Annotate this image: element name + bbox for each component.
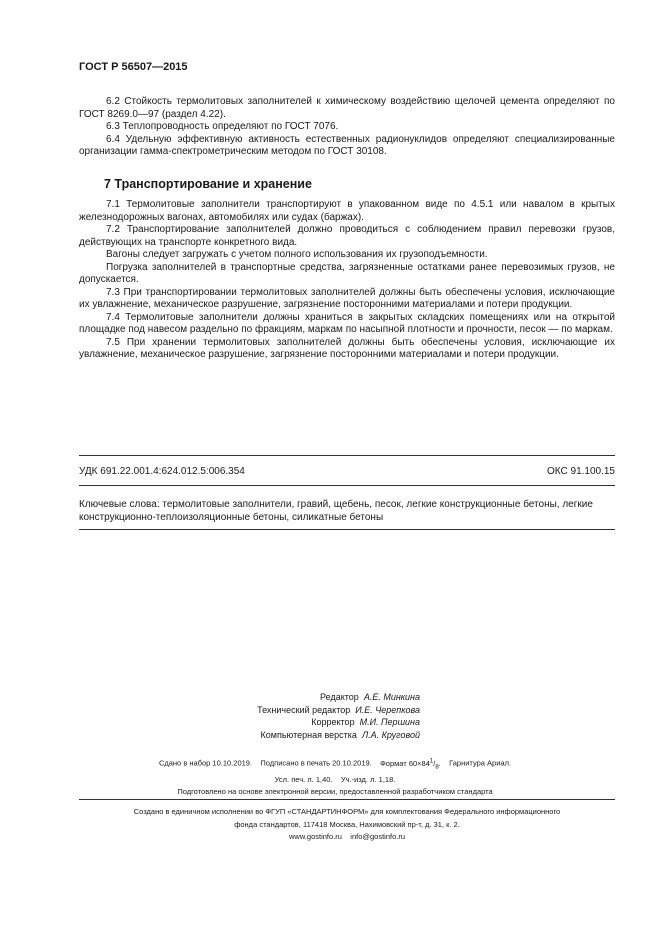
editor-row (200, 729, 470, 742)
editor-row (200, 704, 470, 717)
editor-row (200, 716, 470, 729)
editor-role: Компьютерная верстка (260, 729, 357, 740)
paragraph: 7.5 При хранении термолитовых заполнителей должны быть обеспечены условия, исключающие их увлажнение, механическое разрушение, загрязнение посторонними материалами и потери продукции. (79, 336, 615, 360)
paragraph: 6.4 Удельную эффективную активность естественных радионуклидов определяют специализированные организации гамма-спектрометрическим методом по ГОСТ 30108. (79, 133, 615, 157)
paragraph: 7.1 Термолитовые заполнители транспортируют в упакованном виде по 4.5.1 или навалом в крытых железнодорожных вагонах, автомобилях или судах (баржах). (79, 199, 615, 223)
footer-line: фонда стандартов, 117418 Москва, Нахимовский пр-т, д. 31, к. 2. (234, 819, 460, 829)
editor-role: Редактор (320, 692, 359, 702)
oks-code: ОКС 91.100.15 (547, 466, 615, 477)
footer-line: Создано в единичном исполнении во ФГУП «СТАНДАРТИНФОРМ» для комплектования Федерального информационного (133, 807, 561, 816)
editor-role: Технический редактор (257, 704, 351, 715)
divider (79, 455, 615, 456)
paragraph: 6.2 Стойкость термолитовых заполнителей к химическому воздействию щелочей цемента определяют по ГОСТ 8269.0—97 (раздел 4.22). (79, 96, 615, 120)
editor-name: И.Е. Черепкова (355, 704, 420, 715)
paragraph: Погрузка заполнителей в транспортные средства, загрязненные остатками ранее перевозимых грузов, не допускается. (79, 261, 615, 285)
editor-name: М.И. Першина (359, 717, 420, 727)
imprint-line: Подготовлено на основе электронной версии, предоставленной разработчиком стандарта (177, 787, 493, 796)
imprint-line (100, 774, 570, 787)
imprint-block (100, 755, 570, 799)
paragraph: 7.2 Транспортирование заполнителей должно проводиться с соблюдением правил перевозки грузов, действующих на транспорте конкретного вида. (79, 224, 615, 248)
footer (79, 806, 615, 844)
page-header: ГОСТ Р 56507—2015 (79, 61, 188, 73)
paragraph: 7.4 Термолитовые заполнители должны храниться в закрытых складских помещениях или на открытой площадке под навесом раздельно по фракциям, маркам по насыпной плотности и прочности, песок — по маркам. (79, 311, 615, 335)
editor-name: Л.А. Круговой (361, 729, 420, 740)
divider (79, 529, 615, 530)
imprint-typeset: Сдано в набор 10.10.2019. (158, 758, 253, 768)
section-7-text (79, 199, 615, 362)
keywords: Ключевые слова: термолитовые заполнители, гравий, щебень, песок, легкие конструкционные бетоны, легкие конструкционно-теплоизоляционные бетоны, силикатные бетоны (79, 499, 593, 523)
editor-name: А.Е. Минкина (363, 692, 420, 702)
udk-code: УДК 691.22.001.4:624.012.5:006.354 (79, 466, 245, 477)
email-link[interactable]: info@gostinfo.ru (350, 832, 406, 841)
imprint-publisher-sheets: Уч.-изд. л. 1,18. (340, 774, 396, 784)
imprint-line (100, 755, 570, 774)
imprint-signed: Подписано в печать 20.10.2019. (260, 758, 372, 768)
section-7-title: 7 Транспортирование и хранение (104, 177, 312, 191)
editor-row (200, 691, 470, 704)
paragraph: Вагоны следует загружать с учетом полного использования их грузоподъемности. (106, 249, 488, 260)
footer-contacts (79, 831, 615, 844)
imprint-format: Формат $60\times 84^1/_8$. (380, 758, 441, 770)
divider (79, 485, 615, 486)
website-link[interactable]: www.gostinfo.ru (288, 832, 342, 841)
section-6-text (79, 96, 615, 159)
paragraph: 6.3 Теплопроводность определяют по ГОСТ 7076. (106, 121, 339, 132)
editor-role: Корректор (311, 717, 355, 727)
editors-block (200, 691, 470, 741)
paragraph: 7.3 При транспортировании термолитовых заполнителей должны быть обеспечены условия, исключающие их увлажнение, механическое разрушение, загрязнение посторонними материалами и потери продукции. (79, 286, 615, 310)
imprint-sheets: Усл. печ. л. 1,40. (274, 774, 333, 784)
divider (79, 799, 615, 800)
imprint-typeface: Гарнитура Ариал. (449, 758, 512, 768)
